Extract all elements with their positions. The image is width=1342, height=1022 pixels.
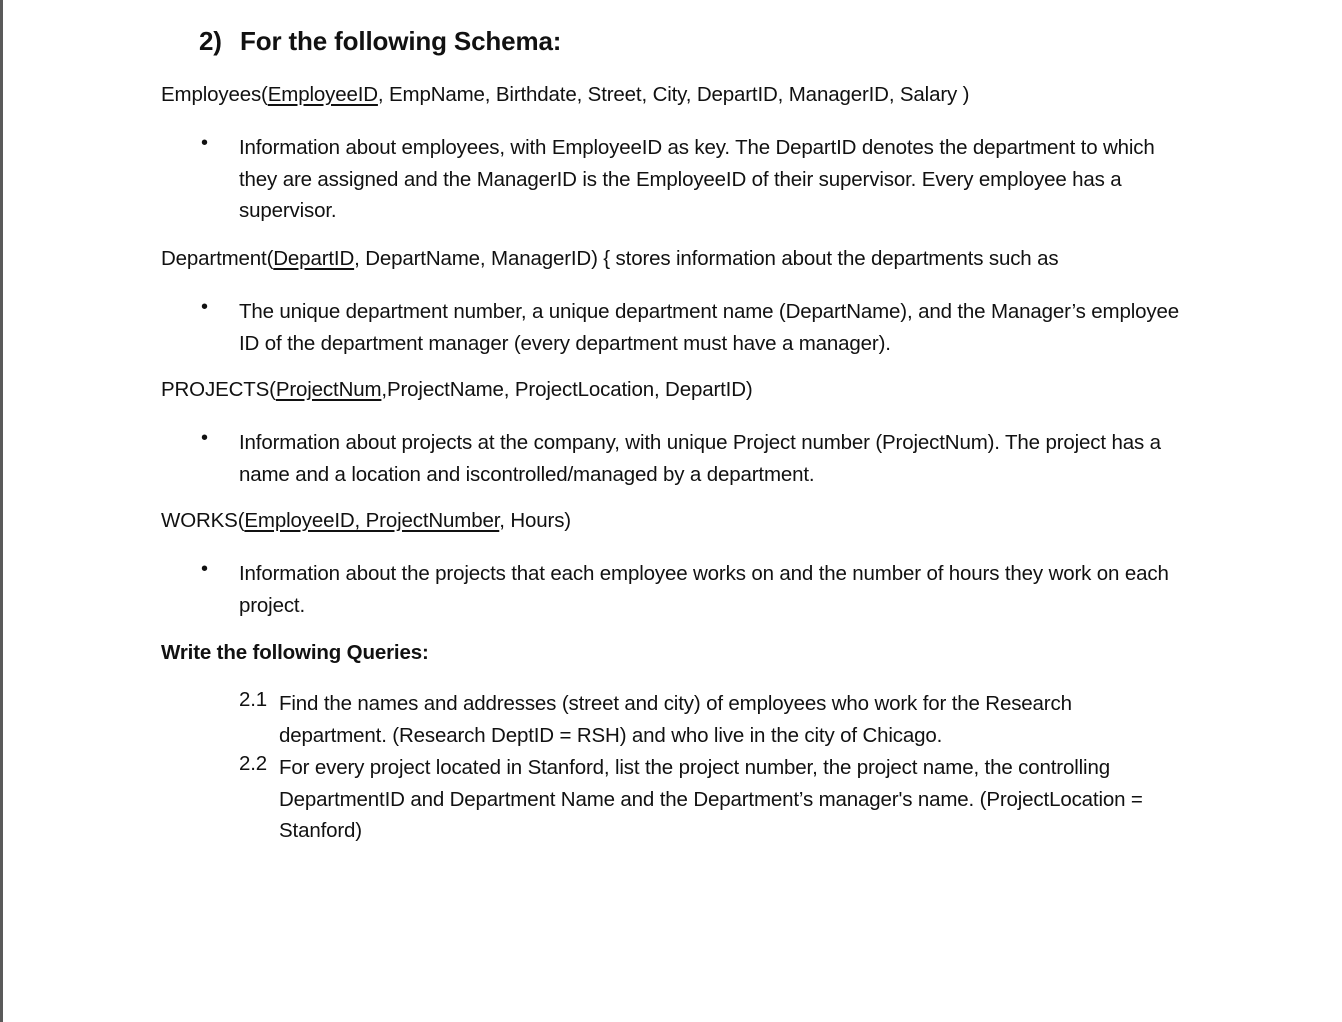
heading-title: For the following Schema: [240,26,562,56]
employees-schema [161,83,969,107]
projects-schema-prefix: PROJECTS( [161,378,276,401]
department-description: The unique department number, a unique department name (DepartName), and the Manager’s employee ID of the department manager (every department must have a manager). [239,300,1179,355]
projects-description: Information about projects at the company, with unique Project number (ProjectNum). The project has a name and a location and iscontrolled/managed by a department. [239,431,1161,486]
department-schema [161,247,1058,271]
works-description: Information about the projects that each employee works on and the number of hours they work on each project. [239,562,1169,617]
query-number: 2.2 [239,752,268,775]
works-schema-key: EmployeeID, ProjectNumber [244,509,500,532]
employees-schema-prefix: Employees( [161,83,268,106]
employees-schema-attributes: , EmpName, Birthdate, Street, City, DepartID, ManagerID, Salary ) [377,83,970,106]
department-schema-attributes: , DepartName, ManagerID) { stores information about the departments such as [354,247,1059,270]
works-schema-attributes: , Hours) [499,509,571,532]
employees-description: Information about employees, with EmployeeID as key. The DepartID denotes the department to which they are assigned and the ManagerID is the EmployeeID of their supervisor. Every employee has a supervisor. [239,136,1155,222]
query-text: Find the names and addresses (street and city) of employees who work for the Research department. (Research DeptID = RSH) and who live in the city of Chicago. [279,692,1072,747]
bullet-icon: • [201,427,208,449]
projects-schema [161,378,753,402]
query-text: For every project located in Stanford, list the project number, the project name, the controlling DepartmentID and Department Name and the Department’s manager's name. (ProjectLocation = Stanford) [279,756,1143,842]
bullet-icon: • [201,132,208,154]
bullet-icon: • [201,296,208,318]
projects-schema-attributes: ,ProjectName, ProjectLocation, DepartID) [381,378,753,401]
projects-schema-key: ProjectNum [275,378,382,401]
department-schema-key: DepartID [273,247,355,270]
queries-title: Write the following Queries: [161,641,429,664]
department-schema-prefix: Department( [161,247,274,270]
query-number: 2.1 [239,688,268,711]
heading-number: 2) [199,26,222,56]
works-schema [161,509,571,533]
bullet-icon: • [201,558,208,580]
employees-schema-key: EmployeeID [267,83,378,106]
works-schema-prefix: WORKS( [161,509,245,532]
question-heading [199,26,561,57]
